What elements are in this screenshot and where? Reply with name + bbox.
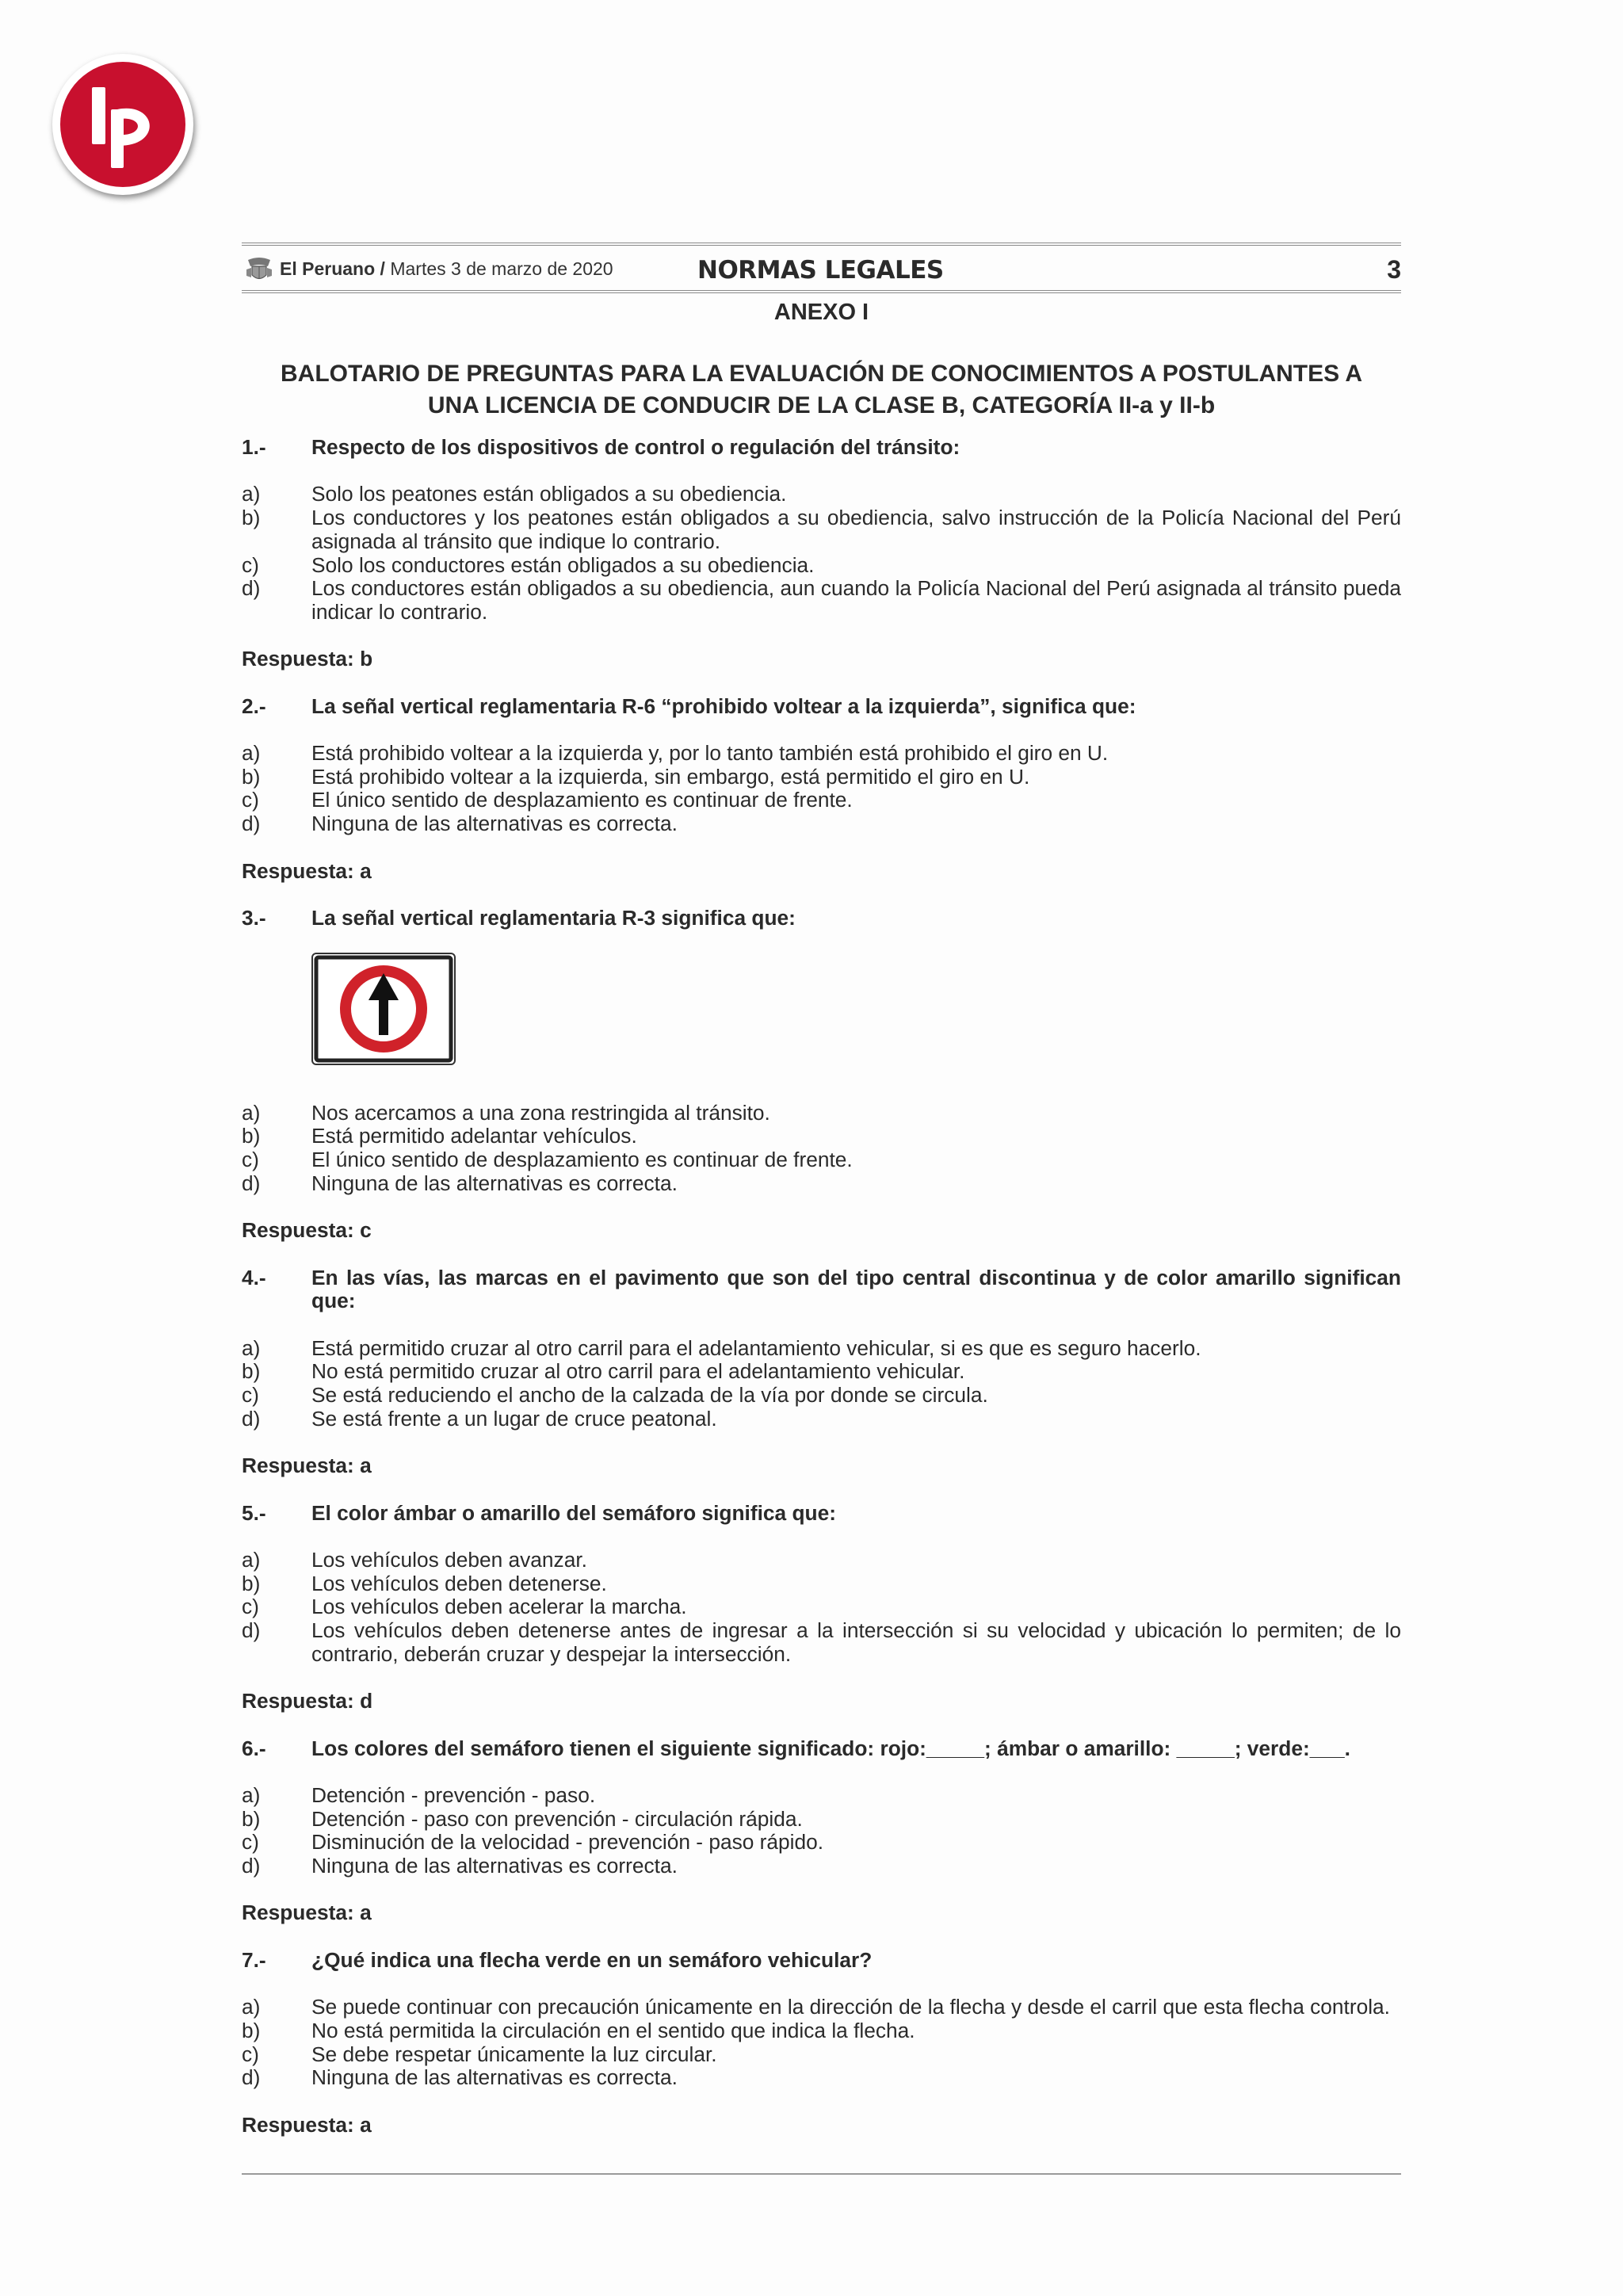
option: [242, 1337, 1401, 1361]
option-letter: b): [242, 764, 261, 789]
option-text: Ninguna de las alternativas es correcta.: [311, 1854, 678, 1878]
option: [242, 1572, 1401, 1596]
option-letter: a): [242, 1100, 261, 1125]
annex-heading: ANEXO I: [773, 300, 869, 325]
option: [242, 1855, 1401, 1878]
option: [242, 1996, 1401, 2019]
option-text: Los vehículos deben detenerse antes de ingresar a la intersección si su velocidad y ubicación lo permiten; de lo contrario, deberán cruzar y despejar la intersección.: [311, 1618, 1401, 1666]
lp-logo: [52, 54, 193, 195]
question-heading: [242, 1949, 1401, 1973]
option-text: Está permitido cruzar al otro carril para el adelantamiento vehicular, si es que es seguro hacerlo.: [311, 1335, 1201, 1360]
option-letter: a): [242, 482, 261, 506]
option-letter: d): [242, 576, 261, 601]
question-number: 2.-: [242, 693, 266, 718]
page-header: [242, 243, 1401, 293]
option-letter: a): [242, 1547, 261, 1572]
option: [242, 2019, 1401, 2043]
r3-sign-image: [311, 953, 456, 1065]
question-text: Los colores del semáforo tienen el siguiente significado: rojo:_____; ámbar o amarillo: _____; verde:___.: [311, 1736, 1350, 1760]
question-heading: [242, 1502, 1401, 1526]
question-2: [242, 695, 1401, 884]
answer-text: Respuesta: d: [242, 1689, 373, 1713]
option-text: El único sentido de desplazamiento es continuar de frente.: [311, 1148, 853, 1172]
options-list: [242, 1996, 1401, 2090]
question-heading: [242, 1737, 1401, 1761]
option-text: Los vehículos deben avanzar.: [311, 1547, 587, 1572]
option: [242, 483, 1401, 506]
option-letter: d): [242, 2065, 261, 2090]
coat-of-arms-icon: [243, 254, 275, 285]
option-letter: b): [242, 1359, 261, 1384]
questions-list: [242, 436, 1401, 2137]
option-text: Se está reduciendo el ancho de la calzada de la vía por donde se circula.: [311, 1383, 988, 1408]
option-letter: c): [242, 2042, 259, 2066]
option: [242, 1172, 1401, 1196]
option-text: Está permitido adelantar vehículos.: [311, 1124, 637, 1148]
option: [242, 789, 1401, 812]
publication-date: Martes 3 de marzo de 2020: [390, 258, 613, 279]
options-list: [242, 1549, 1401, 1667]
question-text: Respecto de los dispositivos de control o regulación del tránsito:: [311, 435, 960, 459]
option-text: Detención - paso con prevención - circulación rápida.: [311, 1806, 803, 1831]
option-text: Solo los conductores están obligados a su obediencia.: [311, 552, 815, 577]
option-text: Está prohibido voltear a la izquierda, sin embargo, está permitido el giro en U.: [311, 764, 1030, 789]
options-list: [242, 1784, 1401, 1878]
option-text: Los conductores están obligados a su obediencia, aun cuando la Policía Nacional del Perú asignada al tránsito pueda indicar lo contrario.: [311, 576, 1401, 624]
option-letter: d): [242, 812, 261, 836]
option: [242, 766, 1401, 789]
option-letter: b): [242, 1124, 261, 1148]
option: [242, 1619, 1401, 1666]
question-number: 3.-: [242, 905, 266, 930]
options-list: [242, 483, 1401, 624]
answer-text: Respuesta: a: [242, 1901, 372, 1925]
option-letter: b): [242, 2018, 261, 2042]
option: [242, 1784, 1401, 1808]
document-title-line: BALOTARIO DE PREGUNTAS PARA LA EVALUACIÓN DE CONOCIMIENTOS A POSTULANTES A: [280, 361, 1363, 387]
option-text: Los conductores y los peatones están obligados a su obediencia, salvo instrucción de la Policía Nacional del Perú asignada al tránsito que indique lo contrario.: [311, 506, 1401, 553]
question-4: [242, 1266, 1401, 1478]
question-heading: [242, 907, 1401, 930]
option-letter: b): [242, 1806, 261, 1831]
option-text: Está prohibido voltear a la izquierda y, por lo tanto también está prohibido el giro en U.: [311, 741, 1109, 766]
question-heading: [242, 436, 1401, 460]
publication-name: El Peruano /: [280, 258, 385, 279]
option-text: Se puede continuar con precaución únicamente en la dirección de la flecha y desde el carril que esta flecha controla.: [311, 1995, 1390, 2019]
option-letter: c): [242, 1148, 259, 1172]
option: [242, 1831, 1401, 1855]
question-7: [242, 1949, 1401, 2137]
option-text: Ninguna de las alternativas es correcta.: [311, 2065, 678, 2090]
option-text: No está permitida la circulación en el sentido que indica la flecha.: [311, 2018, 915, 2042]
option: [242, 742, 1401, 766]
answer-text: Respuesta: a: [242, 2112, 372, 2137]
question-1: [242, 436, 1401, 671]
option-text: Se debe respetar únicamente la luz circular.: [311, 2042, 717, 2066]
option: [242, 554, 1401, 578]
option: [242, 1384, 1401, 1408]
option-letter: c): [242, 788, 259, 812]
option-text: Se está frente a un lugar de cruce peatonal.: [311, 1406, 717, 1431]
option: [242, 1408, 1401, 1431]
question-text: ¿Qué indica una flecha verde en un semáforo vehicular?: [311, 1947, 873, 1972]
option-letter: b): [242, 506, 261, 530]
option-letter: d): [242, 1618, 261, 1643]
option: [242, 1125, 1401, 1148]
option: [242, 1549, 1401, 1572]
option-letter: c): [242, 1830, 259, 1855]
option-text: Los vehículos deben detenerse.: [311, 1571, 607, 1595]
document-title: [242, 358, 1401, 422]
option-letter: a): [242, 1335, 261, 1360]
option: [242, 1102, 1401, 1125]
question-3: [242, 907, 1401, 1243]
options-list: [242, 742, 1401, 836]
options-list: [242, 1102, 1401, 1196]
option-letter: d): [242, 1171, 261, 1195]
option-letter: c): [242, 552, 259, 577]
question-5: [242, 1502, 1401, 1713]
question-number: 4.-: [242, 1265, 266, 1289]
option-letter: c): [242, 1595, 259, 1619]
straight-ahead-arrow-icon: [311, 953, 456, 1065]
question-heading: [242, 695, 1401, 719]
question-text: El color ámbar o amarillo del semáforo significa que:: [311, 1500, 836, 1525]
option-letter: a): [242, 1782, 261, 1807]
question-heading: [242, 1266, 1401, 1313]
header-publication-info: [280, 258, 613, 280]
answer-text: Respuesta: b: [242, 647, 373, 671]
option-text: El único sentido de desplazamiento es continuar de frente.: [311, 788, 853, 812]
option-letter: d): [242, 1854, 261, 1878]
option-text: Ninguna de las alternativas es correcta.: [311, 1171, 678, 1195]
option-letter: a): [242, 741, 261, 766]
document-title-line: UNA LICENCIA DE CONDUCIR DE LA CLASE B, CATEGORÍA II-a y II-b: [427, 392, 1216, 418]
option: [242, 1595, 1401, 1619]
option: [242, 1808, 1401, 1832]
question-number: 5.-: [242, 1500, 266, 1525]
question-6: [242, 1737, 1401, 1926]
option: [242, 1148, 1401, 1172]
option: [242, 1360, 1401, 1384]
question-number: 6.-: [242, 1736, 266, 1760]
option: [242, 2066, 1401, 2090]
option-letter: a): [242, 1995, 261, 2019]
option: [242, 506, 1401, 553]
options-list: [242, 1337, 1401, 1431]
option-text: Detención - prevención - paso.: [311, 1782, 596, 1807]
option: [242, 812, 1401, 836]
page-number: 3: [1387, 255, 1401, 284]
option-letter: d): [242, 1406, 261, 1431]
question-text: En las vías, las marcas en el pavimento que son del tipo central discontinua y de color amarillo significan que:: [311, 1265, 1401, 1313]
answer-text: Respuesta: c: [242, 1218, 372, 1243]
section-name: NORMAS LEGALES: [697, 256, 944, 285]
option-text: Disminución de la velocidad - prevención - paso rápido.: [311, 1830, 824, 1855]
option-letter: b): [242, 1571, 261, 1595]
option-text: Ninguna de las alternativas es correcta.: [311, 812, 678, 836]
question-text: La señal vertical reglamentaria R-3 significa que:: [311, 905, 796, 930]
question-number: 7.-: [242, 1947, 266, 1972]
option-text: Solo los peatones están obligados a su obediencia.: [311, 482, 787, 506]
option-text: No está permitido cruzar al otro carril para el adelantamiento vehicular.: [311, 1359, 965, 1384]
question-text: La señal vertical reglamentaria R-6 “prohibido voltear a la izquierda”, significa que:: [311, 693, 1136, 718]
answer-text: Respuesta: a: [242, 858, 372, 883]
footer-divider: [242, 2173, 1401, 2175]
option-text: Los vehículos deben acelerar la marcha.: [311, 1595, 687, 1619]
option: [242, 2043, 1401, 2067]
answer-text: Respuesta: a: [242, 1454, 372, 1478]
question-number: 1.-: [242, 435, 266, 459]
lp-logo-mark: [52, 54, 193, 195]
option-text: Nos acercamos a una zona restringida al tránsito.: [311, 1100, 770, 1125]
option-letter: c): [242, 1383, 259, 1408]
option: [242, 577, 1401, 624]
